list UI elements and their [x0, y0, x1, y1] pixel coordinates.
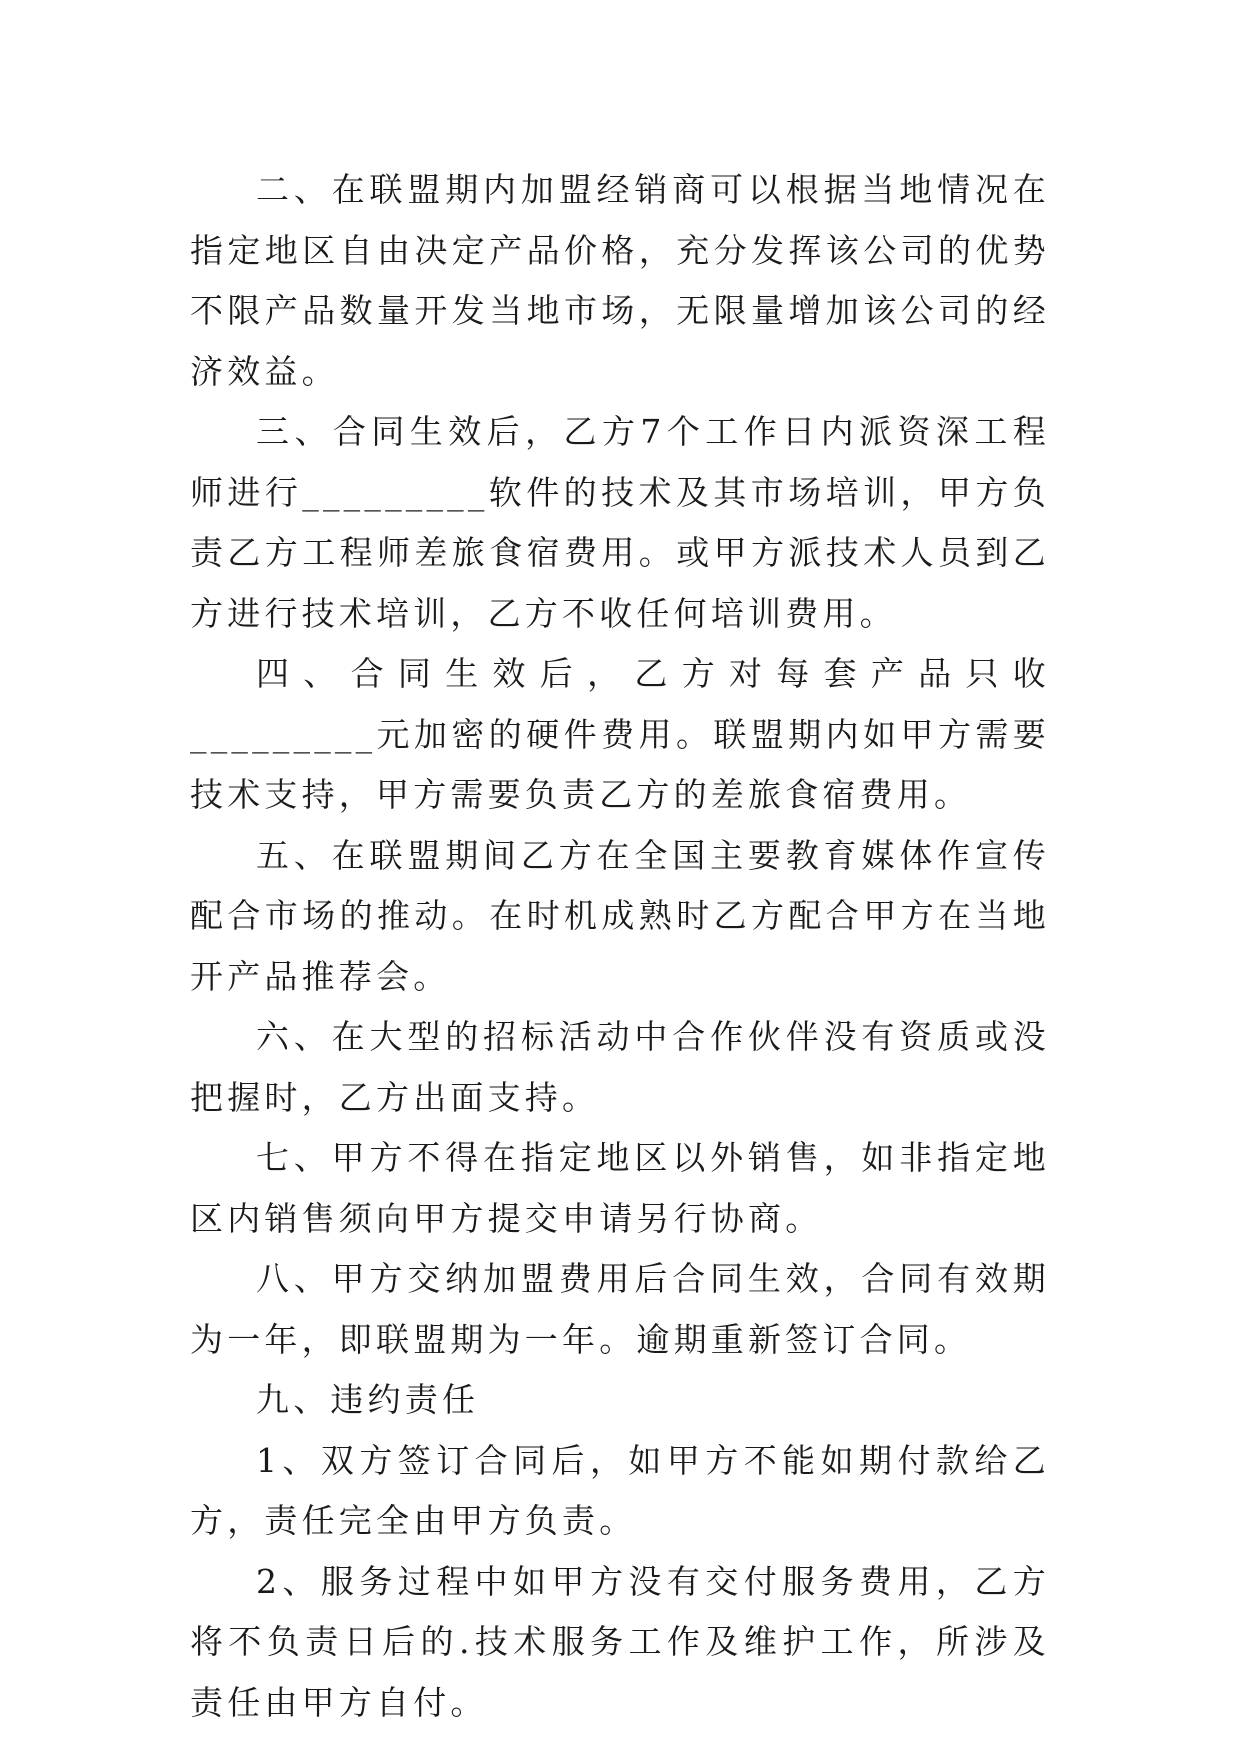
clause-3-paragraph: 三、合同生效后，乙方7个工作日内派资深工程师进行_________软件的技术及其市场培训，甲方负责乙方工程师差旅食宿费用。或甲方派技术人员到乙方进行技术培训，乙方不收任何培训费用。 [190, 412, 1050, 633]
liability-item-2: 2、服务过程中如甲方没有交付服务费用，乙方将不负责日后的.技术服务工作及维护工作，所涉及责任由甲方自付。 [190, 1561, 1050, 1722]
clause-9-heading: 九、违约责任 [256, 1380, 480, 1419]
clause-7-paragraph: 七、甲方不得在指定地区以外销售，如非指定地区内销售须向甲方提交申请另行协商。 [190, 1138, 1050, 1238]
clause-8-paragraph: 八、甲方交纳加盟费用后合同生效，合同有效期为一年，即联盟期为一年。逾期重新签订合同。 [190, 1259, 1050, 1359]
clause-2-paragraph: 二、在联盟期内加盟经销商可以根据当地情况在指定地区自由决定产品价格，充分发挥该公司的优势不限产品数量开发当地市场，无限量增加该公司的经济效益。 [190, 170, 1050, 391]
document-body [190, 160, 1050, 1733]
liability-item-1: 1、双方签订合同后，如甲方不能如期付款给乙方，责任完全由甲方负责。 [190, 1440, 1050, 1540]
clause-6-paragraph: 六、在大型的招标活动中合作伙伴没有资质或没把握时，乙方出面支持。 [190, 1017, 1050, 1117]
clause-5-paragraph: 五、在联盟期间乙方在全国主要教育媒体作宣传配合市场的推动。在时机成熟时乙方配合甲方在当地开产品推荐会。 [190, 835, 1050, 996]
clause-4-paragraph: 四、合同生效后，乙方对每套产品只收_________元加密的硬件费用。联盟期内如甲方需要技术支持，甲方需要负责乙方的差旅食宿费用。 [190, 654, 1050, 814]
